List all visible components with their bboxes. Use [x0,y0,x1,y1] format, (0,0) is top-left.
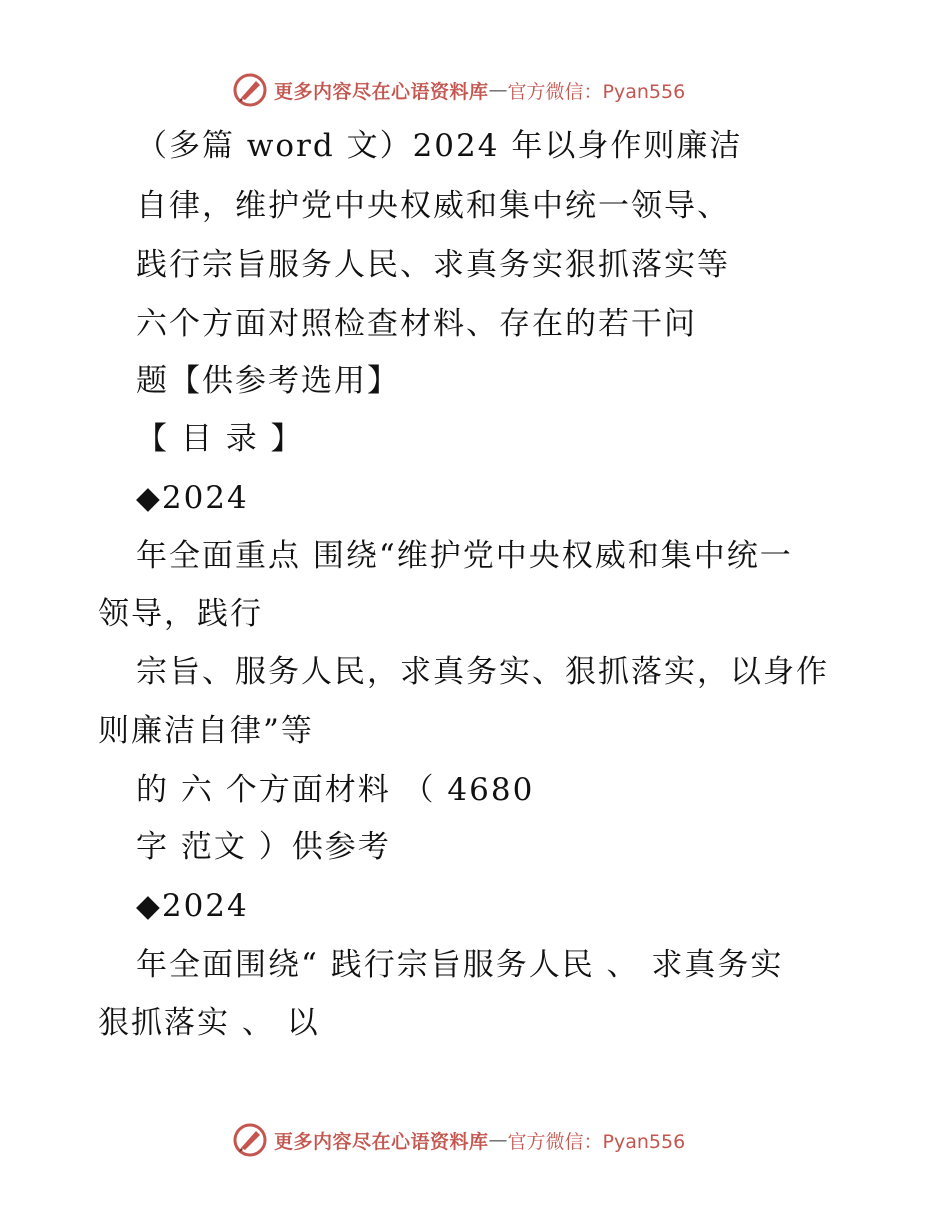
header-banner [232,70,685,110]
title-line-1: （多篇 word 文）2024 年以身作则廉洁 [136,128,743,164]
title-line-5: 题【供参考选用】 [136,363,400,399]
logo-icon [232,72,268,108]
toc-item-1-line-4: 则廉洁自律”等 [98,713,314,749]
toc-heading: 【 目 录 】 [136,421,304,457]
banner-wechat: 官方微信：Pyan556 [507,80,686,103]
banner-wechat: 官方微信：Pyan556 [507,1130,686,1153]
toc-item-2-line-2: 狠抓落实 、 以 [98,1005,320,1041]
toc-item-1-line-2: 领导，践行 [98,596,263,632]
toc-item-1-line-5: 的 六 个方面材料 （ 4680 [136,772,535,808]
toc-bullet-1: ◆2024 [136,480,249,516]
toc-bullet-2: ◆2024 [136,888,249,924]
toc-item-1-line-1: 年全面重点 围绕“维护党中央权威和集中统一 [136,538,793,574]
footer-banner [232,1120,685,1160]
banner-separator: — [488,1129,508,1151]
banner-text: 更多内容尽在心语资料库 [274,1130,489,1153]
title-line-2: 自律，维护党中央权威和集中统一领导、 [136,188,730,224]
title-line-3: 践行宗旨服务人民、求真务实狠抓落实等 [136,247,730,283]
toc-item-1-line-6: 字 范文 ）供参考 [136,829,391,865]
banner-separator: — [488,79,508,101]
logo-icon [232,1122,268,1158]
title-line-4: 六个方面对照检查材料、存在的若干问 [136,306,697,342]
banner-text: 更多内容尽在心语资料库 [274,80,489,103]
toc-item-1-line-3: 宗旨、服务人民，求真务实、狠抓落实，以身作 [136,654,829,690]
toc-item-2-line-1: 年全面围绕“ 践行宗旨服务人民 、 求真务实 [136,947,784,983]
